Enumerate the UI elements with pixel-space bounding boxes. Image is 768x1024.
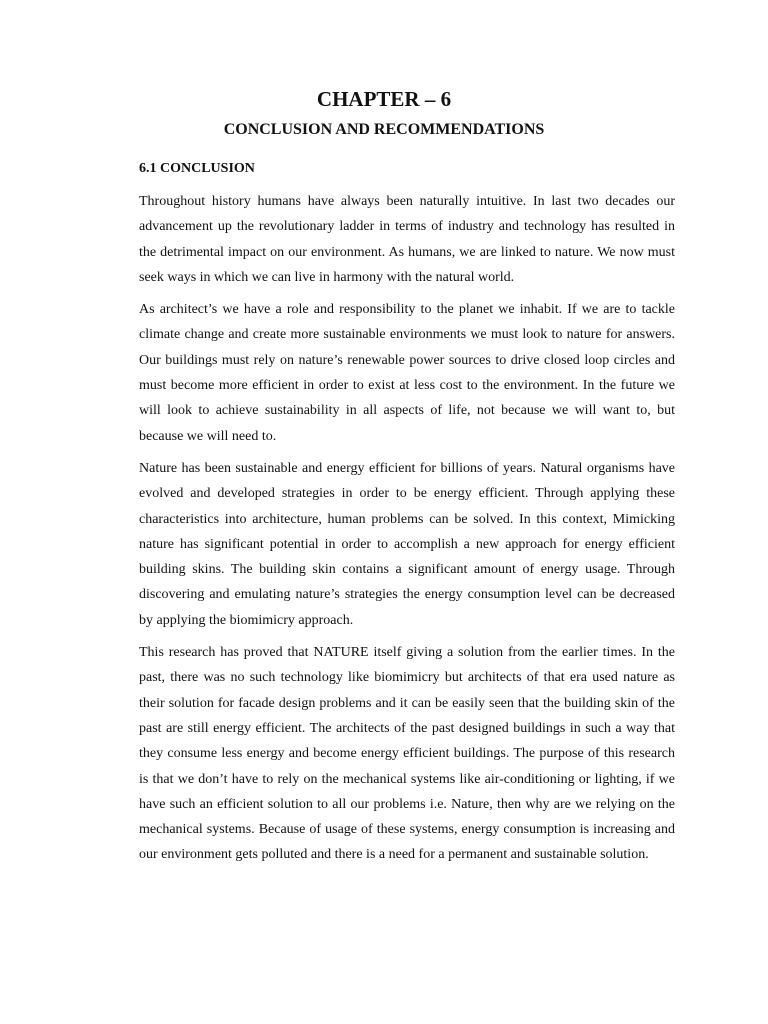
paragraph-research-findings: This research has proved that NATURE itself giving a solution from the earlier times. In the past, there was no such technology like biomimicry but architects of that era used nature as their solution for facade design problems and it can be easily seen that the building skin of the past are still energy efficient. The architects of the past designed buildings in such a way that they consume less energy and become energy efficient buildings. The purpose of this research is that we don’t have to rely on the mechanical systems like air-conditioning or lighting, if we have such an efficient solution to all our problems i.e. Nature, then why are we relying on the mechanical systems. Because of usage of these systems, energy consumption is increasing and our environment gets polluted and there is a need for a permanent and sustainable solution. [139, 645, 675, 863]
paragraph-architects-role: As architect’s we have a role and responsibility to the planet we inhabit. If we are to tackle climate change and create more sustainable environments we must look to nature for answers. Our buildings must rely on nature’s renewable power sources to drive closed loop circles and must become more efficient in order to exist at less cost to the environment. In the future we will look to achieve sustainability in all aspects of life, not because we will want to, but because we will need to. [139, 302, 675, 444]
paragraph-history: Throughout history humans have always been naturally intuitive. In last two decades our advancement up the revolutionary ladder in terms of industry and technology has resulted in the detrimental impact on our environment. As humans, we are linked to nature. We now must seek ways in which we can live in harmony with the natural world. [139, 194, 675, 285]
body-text [139, 189, 675, 875]
paragraph-nature-efficiency: Nature has been sustainable and energy efficient for billions of years. Natural organisms have evolved and developed strategies in order to be energy efficient. Through applying these characteristics into architecture, human problems can be solved. In this context, Mimicking nature has significant potential in order to accomplish a new approach for energy efficient building skins. The building skin contains a significant amount of energy usage. Through discovering and emulating nature’s strategies the energy consumption level can be decreased by applying the biomimicry approach. [139, 460, 675, 628]
section-heading: 6.1 CONCLUSION [139, 161, 255, 176]
chapter-subtitle: CONCLUSION AND RECOMMENDATIONS [223, 121, 545, 138]
chapter-title: CHAPTER – 6 [316, 87, 452, 111]
